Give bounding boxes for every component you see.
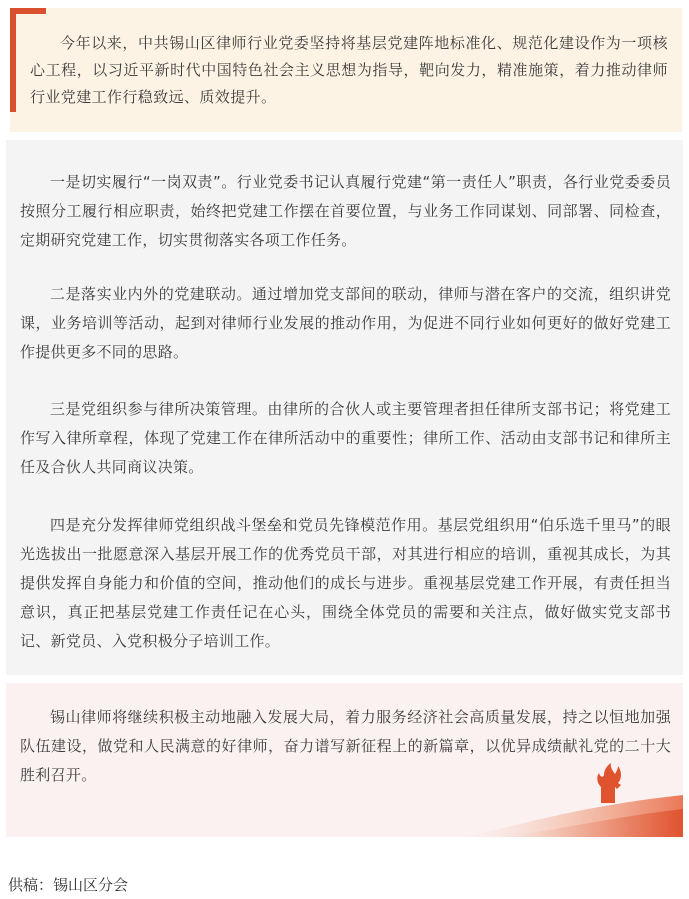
intro-card	[10, 8, 682, 132]
source-credit: 供稿：锡山区分会	[8, 876, 129, 894]
paragraph-two: 二是落实业内外的党建联动。通过增加党支部间的联动，律师与潜在客户的交流，组织讲党课，业务培训等活动，起到对律师行业发展的推动作用，为促进不同行业如何更好的做好党建工作提供更多不同的思路。	[20, 285, 671, 361]
paragraph-one: 一是切实履行“一岗双责”。行业党委书记认真履行党建“第一责任人”职责，各行业党委委员按照分工履行相应职责，始终把党建工作摆在首要位置，与业务工作同谋划、同部署、同检查，定期研究党建工作，切实贯彻落实各项工作任务。	[20, 173, 671, 249]
closing-card	[6, 683, 683, 837]
closing-paragraph: 锡山律师将继续积极主动地融入发展大局，着力服务经济社会高质量发展，持之以恒地加强队伍建设，做党和人民满意的好律师，奋力谱写新征程上的新篇章，以优异成绩献礼党的二十大胜利召开。	[20, 708, 671, 784]
paragraph-three: 三是党组织参与律所决策管理。由律所的合伙人或主要管理者担任律所支部书记；将党建工作写入律所章程，体现了党建工作在律所活动中的重要性；律所工作、活动由支部书记和律所主任及合伙人共同商议决策。	[20, 400, 671, 476]
main-content-panel	[6, 140, 683, 675]
intro-paragraph: 今年以来，中共锡山区律师行业党委坚持将基层党建阵地标准化、规范化建设作为一项核心工程，以习近平新时代中国特色社会主义思想为指导，靶向发力，精准施策，着力推动律师行业党建工作行稳致远、质效提升。	[30, 34, 668, 106]
intro-accent-left-bar	[10, 8, 16, 112]
paragraph-four: 四是充分发挥律师党组织战斗堡垒和党员先锋模范作用。基层党组织用“伯乐选千里马”的眼光选拔出一批愿意深入基层开展工作的优秀党员干部，对其进行相应的培训，重视其成长，为其提供发挥自身能力和价值的空间，推动他们的成长与进步。重视基层党建工作开展，有责任担当意识，真正把基层党建工作责任记在心头，围绕全体党员的需要和关注点，做好做实党支部书记、新党员、入党积极分子培训工作。	[20, 516, 671, 650]
red-wave-torch-decoration-icon	[463, 747, 683, 837]
